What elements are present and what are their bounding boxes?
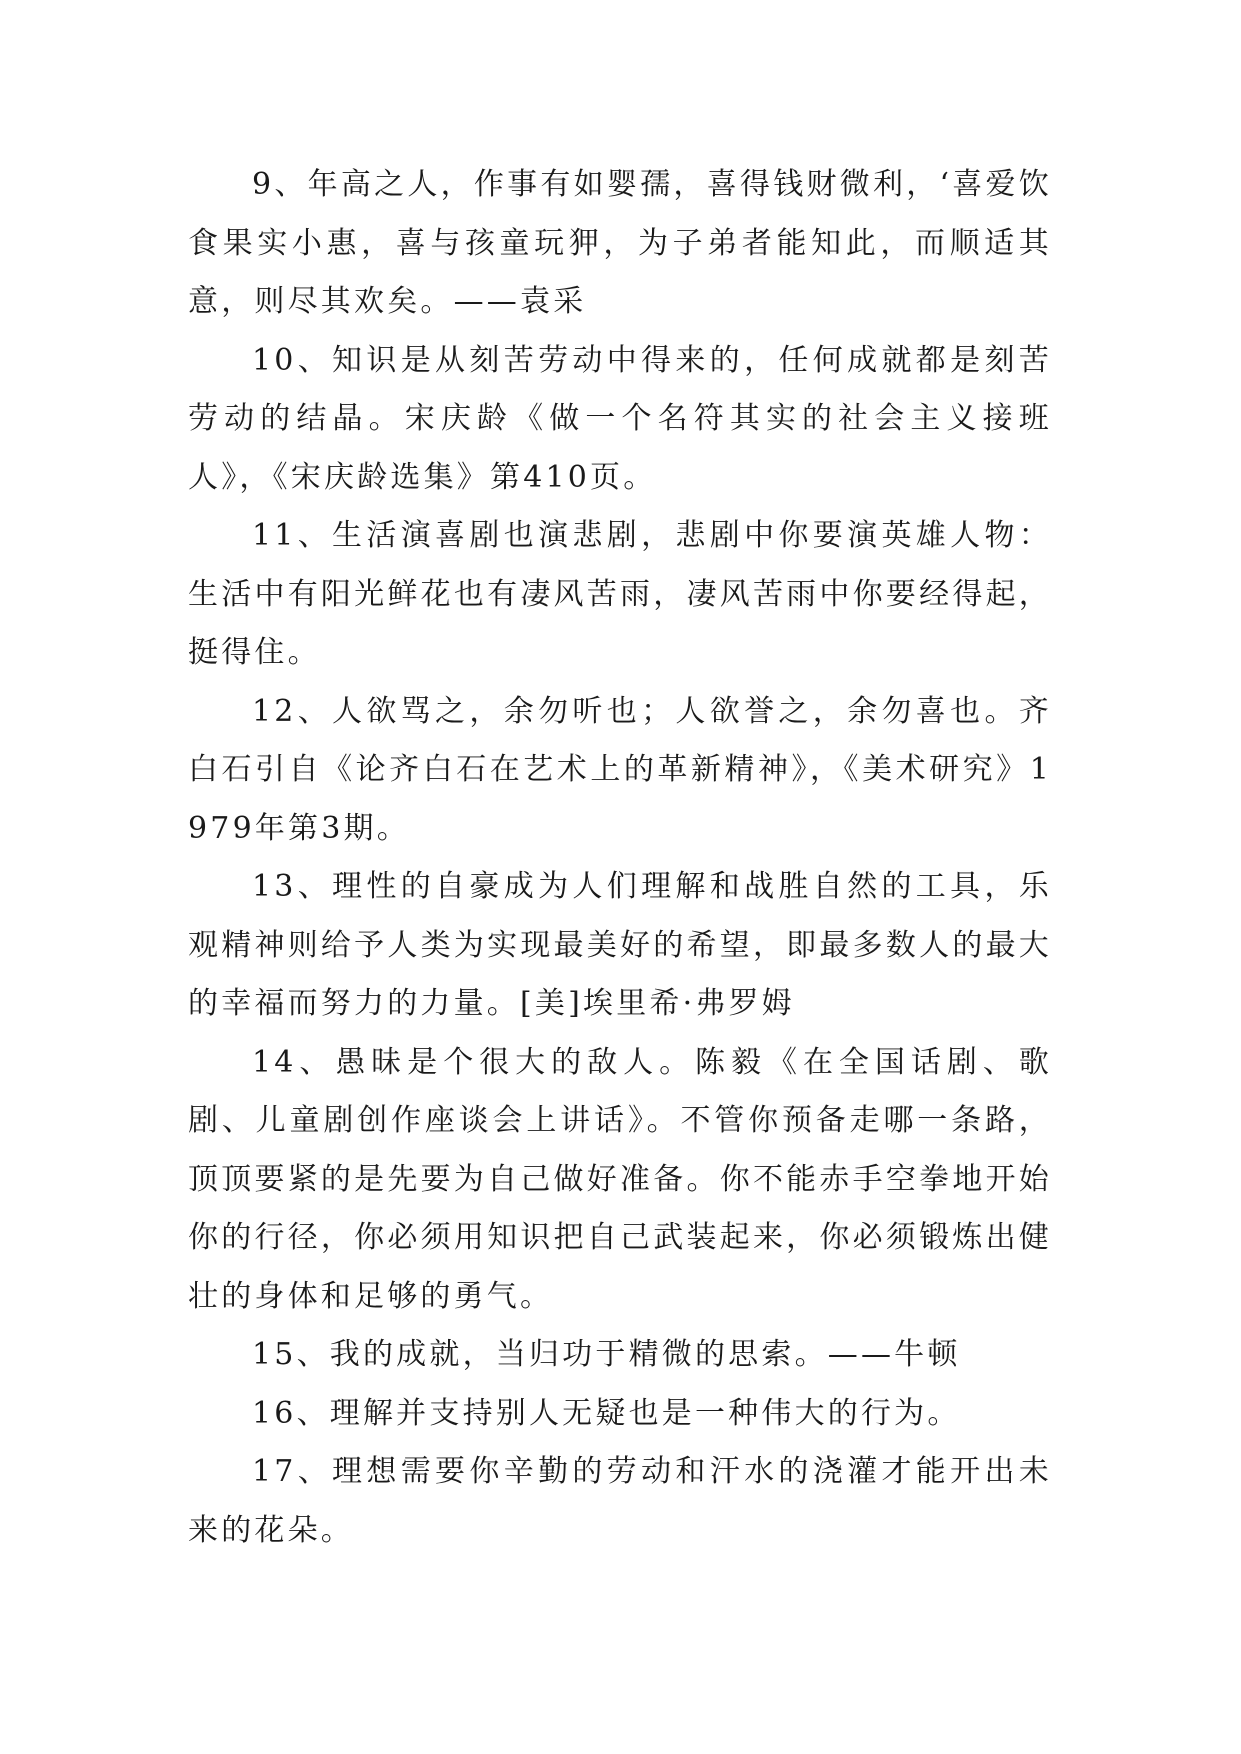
document-body — [188, 156, 1052, 1560]
quote-paragraph-9: 9、年高之人，作事有如婴孺，喜得钱财微利，‘喜爱饮食果实小惠，喜与孩童玩狎，为子弟者能知此，而顺适其意，则尽其欢矣。——袁采 — [188, 167, 1052, 319]
quote-paragraph-14: 14、愚昧是个很大的敌人。陈毅《在全国话剧、歌剧、儿童剧创作座谈会上讲话》。不管你预备走哪一条路，顶顶要紧的是先要为自己做好准备。你不能赤手空拳地开始你的行径，你必须用知识把自己武装起来，你必须锻炼出健壮的身体和足够的勇气。 — [188, 1044, 1052, 1314]
quote-paragraph-10: 10、知识是从刻苦劳动中得来的，任何成就都是刻苦劳动的结晶。宋庆龄《做一个名符其实的社会主义接班人》，《宋庆龄选集》第410页。 — [188, 342, 1052, 495]
quote-paragraph-13: 13、理性的自豪成为人们理解和战胜自然的工具，乐观精神则给予人类为实现最美好的希望，即最多数人的最大的幸福而努力的力量。[美]埃里希·弗罗姆 — [188, 869, 1052, 1021]
quote-paragraph-11: 11、生活演喜剧也演悲剧，悲剧中你要演英雄人物：生活中有阳光鲜花也有凄风苦雨，凄风苦雨中你要经得起，挺得住。 — [188, 518, 1052, 670]
quote-paragraph-17: 17、理想需要你辛勤的劳动和汗水的浇灌才能开出未来的花朵。 — [188, 1454, 1052, 1548]
quote-paragraph-16: 16、理解并支持别人无疑也是一种伟大的行为。 — [252, 1395, 961, 1431]
quote-paragraph-12: 12、人欲骂之，余勿听也；人欲誉之，余勿喜也。齐白石引自《论齐白石在艺术上的革新精神》，《美术研究》1979年第3期。 — [188, 693, 1052, 846]
quote-paragraph-15: 15、我的成就，当归功于精微的思索。——牛顿 — [252, 1337, 961, 1372]
